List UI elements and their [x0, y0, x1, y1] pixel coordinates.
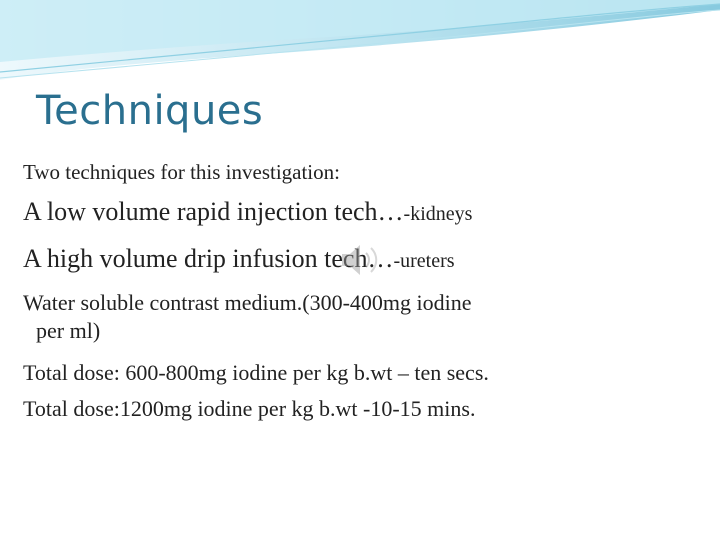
- bullet-item: [20, 197, 472, 227]
- header-wave-decoration: [0, 0, 720, 90]
- bullet-text: Total dose:1200mg iodine per kg b.wt -10-15 mins.: [23, 396, 476, 421]
- bullet-text: Total dose: 600-800mg iodine per kg b.wt – ten secs.: [23, 360, 489, 385]
- bullet-item: [20, 160, 340, 185]
- bullet-continuation: per ml): [36, 318, 101, 343]
- bullet-item: [20, 396, 475, 422]
- bullet-text: A low volume rapid injection tech…: [23, 197, 404, 226]
- bullet-text: A high volume drip infusion tech…: [23, 244, 394, 273]
- slide-title: Techniques: [36, 88, 264, 134]
- bullet-suffix: -ureters: [393, 250, 455, 272]
- bullet-suffix: -kidneys: [403, 203, 473, 225]
- bullet-text: Two techniques for this investigation:: [23, 160, 340, 184]
- speaker-icon[interactable]: [338, 240, 388, 280]
- bullet-text: Water soluble contrast medium.(300-400mg iodine: [23, 290, 472, 315]
- bullet-item: [20, 360, 489, 386]
- bullet-item: [20, 290, 472, 316]
- bullet-item: [20, 244, 455, 274]
